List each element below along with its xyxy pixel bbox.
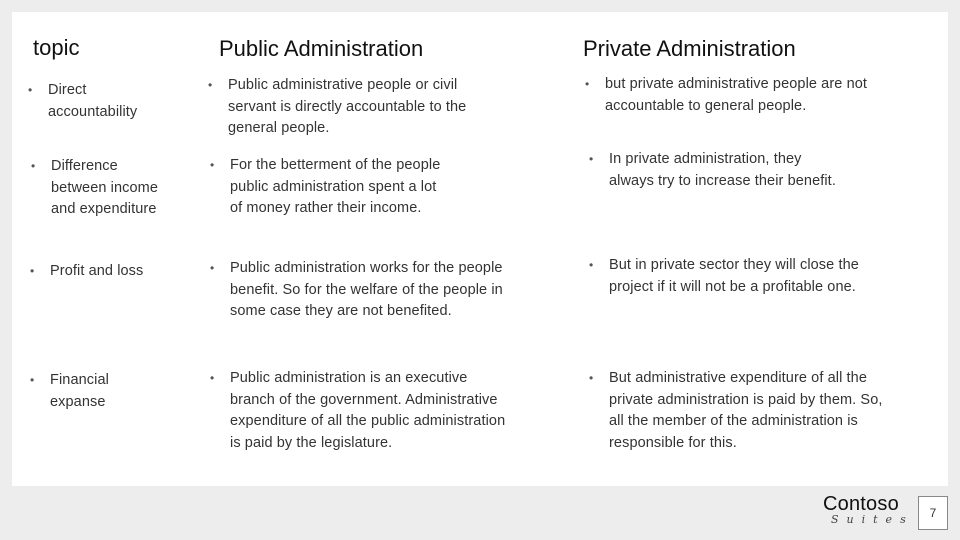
bullet: • xyxy=(589,258,594,272)
row-2-topic xyxy=(31,156,166,221)
row-3-topic xyxy=(30,261,190,283)
row-4-public xyxy=(210,368,510,454)
row-2-private xyxy=(589,149,839,192)
row-1-public-text: Public administrative people or civil servant is directly accountable to the general people. xyxy=(228,77,467,136)
row-2-public xyxy=(210,155,450,220)
logo-name: Contoso xyxy=(823,493,899,515)
row-1-private-text: but private administrative people are not accountable to general people. xyxy=(605,76,868,114)
bullet: • xyxy=(585,77,590,91)
row-2-public-text: For the betterment of the people public administration spent a lot of money rather their income. xyxy=(230,157,441,216)
row-1-topic xyxy=(28,80,168,123)
row-2-private-text: In private administration, they always try to increase their benefit. xyxy=(609,151,836,189)
row-3-topic-text: Profit and loss xyxy=(50,263,144,279)
row-4-topic-text: Financial expanse xyxy=(50,372,109,410)
row-1-topic-text: Direct accountability xyxy=(48,82,138,120)
row-3-private-text: But in private sector they will close the project if it will not be a profitable one. xyxy=(609,257,859,295)
row-2-topic-text: Difference between income and expenditure xyxy=(51,158,158,217)
page-number: 7 xyxy=(918,496,948,530)
header-private-administration: Private Administration xyxy=(583,36,796,61)
bullet: • xyxy=(210,158,215,172)
logo-subtitle: Suites xyxy=(831,513,914,526)
row-4-public-text: Public administration is an executive branch of the government. Administrative expenditure of all the public administration is paid by the legislature. xyxy=(230,370,506,451)
header-public-administration: Public Administration xyxy=(219,36,424,61)
bullet: • xyxy=(210,371,215,385)
bullet: • xyxy=(208,78,213,92)
bullet: • xyxy=(589,152,594,166)
bullet: • xyxy=(589,371,594,385)
row-4-private xyxy=(589,368,889,454)
bullet: • xyxy=(31,159,36,173)
bullet: • xyxy=(30,264,35,278)
bullet: • xyxy=(210,261,215,275)
row-3-private xyxy=(589,255,874,298)
contoso-logo xyxy=(823,493,913,526)
row-3-public-text: Public administration works for the people benefit. So for the welfare of the people in some case they are not benefited. xyxy=(230,260,503,319)
row-3-public xyxy=(210,258,510,323)
bullet: • xyxy=(30,373,35,387)
bullet: • xyxy=(28,83,33,97)
row-4-topic xyxy=(30,370,140,413)
row-1-public xyxy=(208,75,508,140)
header-topic: topic xyxy=(33,35,80,60)
row-4-private-text: But administrative expenditure of all the private administration is paid by them. So, all the member of the administration is responsible for this. xyxy=(609,370,883,451)
row-1-private xyxy=(585,74,915,117)
